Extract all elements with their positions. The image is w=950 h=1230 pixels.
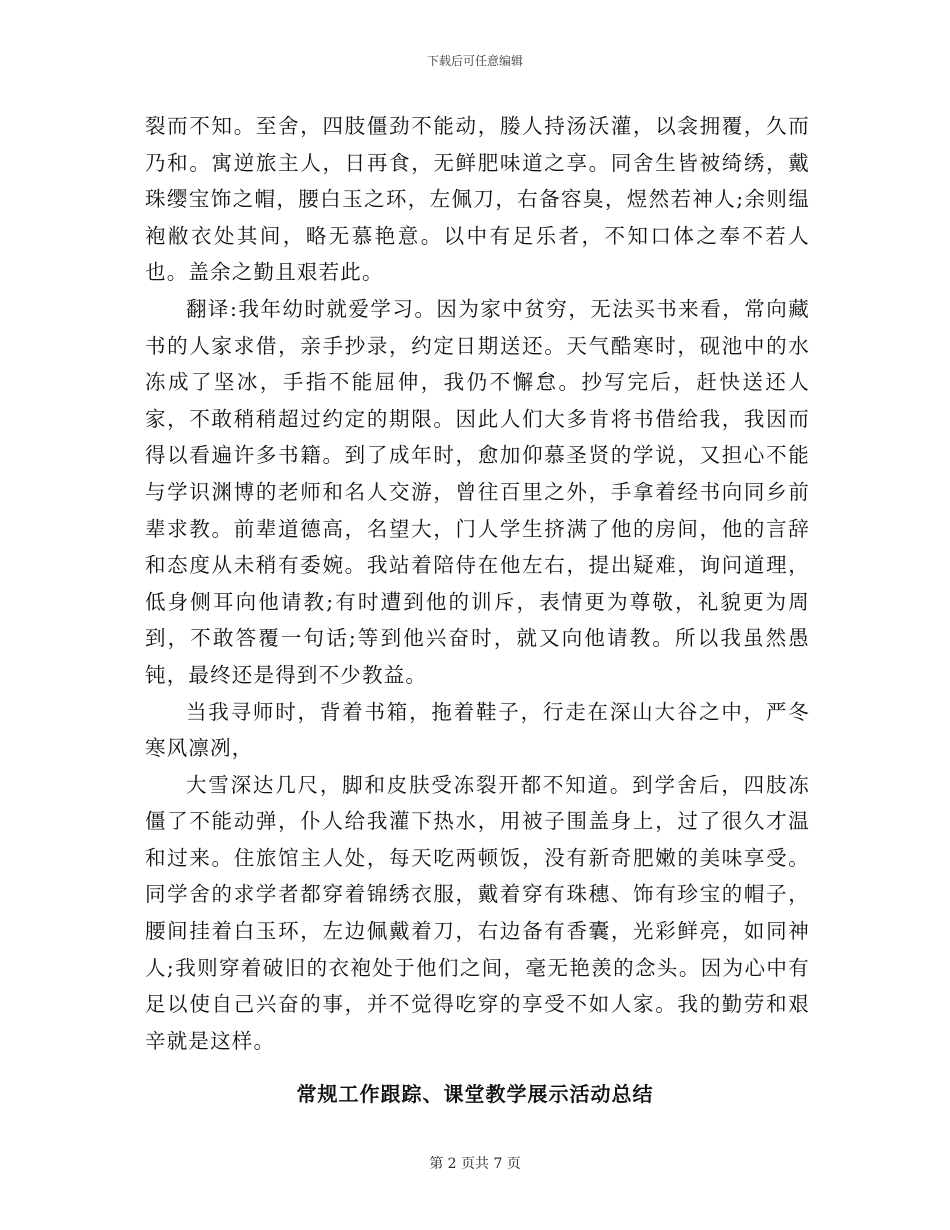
section-title: 常规工作跟踪、课堂教学展示活动总结 (296, 1082, 654, 1106)
paragraph-4: 大雪深达几尺，脚和皮肤受冻裂开都不知道。到学舍后，四肢冻僵了不能动弹，仆人给我灌下热水，用被子围盖身上，过了很久才温和过来。住旅馆主人处，每天吃两顿饭，没有新奇肥嫩的美味享受。同学舍的求学者都穿着锦绣衣服，戴着穿有珠穗、饰有珍宝的帽子，腰间挂着白玉环，左边佩戴着刀，右边备有香囊，光彩鲜亮，如同神人;我则穿着破旧的衣袍处于他们之间，毫无艳羡的念头。因为心中有足以使自己兴奋的事，并不觉得吃穿的享受不如人家。我的勤劳和艰辛就是这样。 (145, 772, 810, 1053)
paragraph-3: 当我寻师时，背着书箱，拖着鞋子，行走在深山大谷之中，严冬寒风凛冽， (145, 699, 810, 761)
paragraph-2: 翻译:我年幼时就爱学习。因为家中贫穷，无法买书来看，常向藏书的人家求借，亲手抄录，约定日期送还。天气酷寒时，砚池中的水冻成了坚冰，手指不能屈伸，我仍不懈怠。抄写完后，赶快送还人家，不敢稍稍超过约定的期限。因此人们大多肯将书借给我，我因而得以看遍许多书籍。到了成年时，愈加仰慕圣贤的学说，又担心不能与学识渊博的老师和名人交游，曾往百里之外，手拿着经书向同乡前辈求教。前辈道德高，名望大，门人学生挤满了他的房间，他的言辞和态度从未稍有委婉。我站着陪侍在他左右，提出疑难，询问道理，低身侧耳向他请教;有时遭到他的训斥，表情更为尊敬，礼貌更为周到，不敢答覆一句话;等到他兴奋时，就又向他请教。所以我虽然愚钝，最终还是得到不少教益。 (145, 296, 810, 687)
paragraph-1: 裂而不知。至舍，四肢僵劲不能动，媵人持汤沃灌，以衾拥覆，久而乃和。寓逆旅主人，日再食，无鲜肥味道之享。同舍生皆被绮绣，戴珠缨宝饰之帽，腰白玉之环，左佩刀，右备容臭，煜然若神人;余则缊袍敝衣处其间，略无慕艳意。以中有足乐者，不知口体之奉不若人也。盖余之勤且艰若此。 (145, 114, 810, 285)
page-header: 下载后可任意编辑 (426, 54, 523, 68)
document-body (145, 108, 810, 1059)
page-footer: 第 2 页共 7 页 (429, 1156, 521, 1172)
